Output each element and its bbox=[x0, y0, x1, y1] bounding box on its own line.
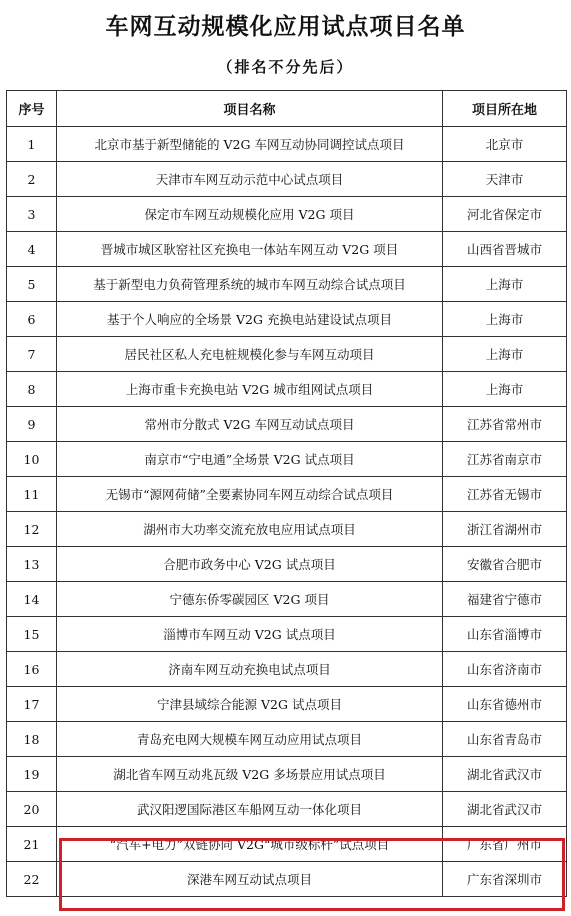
header-project-location: 项目所在地 bbox=[443, 91, 567, 127]
cell-project-name: 宁津县域综合能源 V2G 试点项目 bbox=[57, 687, 443, 722]
table-row bbox=[7, 757, 567, 792]
document-title: 车网互动规模化应用试点项目名单 bbox=[105, 14, 466, 40]
cell-serial-number: 2 bbox=[7, 162, 57, 197]
cell-project-location: 浙江省湖州市 bbox=[443, 512, 567, 547]
table-row bbox=[7, 162, 567, 197]
cell-project-name: 基于个人响应的全场景 V2G 充换电站建设试点项目 bbox=[57, 302, 443, 337]
cell-project-name: 湖州市大功率交流充放电应用试点项目 bbox=[57, 512, 443, 547]
cell-project-name: 保定市车网互动规模化应用 V2G 项目 bbox=[57, 197, 443, 232]
cell-serial-number: 7 bbox=[7, 337, 57, 372]
cell-project-name: 基于新型电力负荷管理系统的城市车网互动综合试点项目 bbox=[57, 267, 443, 302]
cell-serial-number: 11 bbox=[7, 477, 57, 512]
cell-project-name: 宁德东侨零碳园区 V2G 项目 bbox=[57, 582, 443, 617]
cell-serial-number: 13 bbox=[7, 547, 57, 582]
cell-serial-number: 14 bbox=[7, 582, 57, 617]
cell-project-name: 晋城市城区耿窑社区充换电一体站车网互动 V2G 项目 bbox=[57, 232, 443, 267]
cell-project-name: 济南车网互动充换电试点项目 bbox=[57, 652, 443, 687]
cell-serial-number: 9 bbox=[7, 407, 57, 442]
cell-project-location: 河北省保定市 bbox=[443, 197, 567, 232]
cell-project-name: “汽车+电力”双链协同 V2G“城市级标杆”试点项目 bbox=[57, 827, 443, 862]
header-serial-number: 序号 bbox=[7, 91, 57, 127]
cell-project-location: 湖北省武汉市 bbox=[443, 757, 567, 792]
cell-serial-number: 16 bbox=[7, 652, 57, 687]
cell-serial-number: 17 bbox=[7, 687, 57, 722]
cell-project-name: 无锡市“源网荷储”全要素协同车网互动综合试点项目 bbox=[57, 477, 443, 512]
cell-project-name: 青岛充电网大规模车网互动应用试点项目 bbox=[57, 722, 443, 757]
table-row bbox=[7, 372, 567, 407]
cell-project-name: 北京市基于新型储能的 V2G 车网互动协同调控试点项目 bbox=[57, 127, 443, 162]
table-row bbox=[7, 477, 567, 512]
cell-project-name: 淄博市车网互动 V2G 试点项目 bbox=[57, 617, 443, 652]
cell-serial-number: 1 bbox=[7, 127, 57, 162]
cell-project-name: 湖北省车网互动兆瓦级 V2G 多场景应用试点项目 bbox=[57, 757, 443, 792]
table-row bbox=[7, 687, 567, 722]
table-row-highlighted bbox=[7, 862, 567, 897]
cell-serial-number: 18 bbox=[7, 722, 57, 757]
cell-project-location: 山东省淄博市 bbox=[443, 617, 567, 652]
table-row bbox=[7, 652, 567, 687]
cell-project-location: 山东省济南市 bbox=[443, 652, 567, 687]
cell-serial-number: 3 bbox=[7, 197, 57, 232]
cell-project-location: 湖北省武汉市 bbox=[443, 792, 567, 827]
cell-project-location: 山西省晋城市 bbox=[443, 232, 567, 267]
table-row bbox=[7, 442, 567, 477]
table-row bbox=[7, 547, 567, 582]
table-header-row bbox=[7, 91, 567, 127]
table-row bbox=[7, 512, 567, 547]
cell-project-location: 山东省青岛市 bbox=[443, 722, 567, 757]
table-row bbox=[7, 407, 567, 442]
cell-serial-number: 8 bbox=[7, 372, 57, 407]
cell-project-location: 上海市 bbox=[443, 267, 567, 302]
table-row bbox=[7, 337, 567, 372]
cell-project-location: 山东省德州市 bbox=[443, 687, 567, 722]
table-row bbox=[7, 232, 567, 267]
cell-project-location: 安徽省合肥市 bbox=[443, 547, 567, 582]
project-list-table bbox=[6, 90, 567, 897]
cell-project-name: 深港车网互动试点项目 bbox=[57, 862, 443, 897]
cell-project-name: 居民社区私人充电桩规模化参与车网互动项目 bbox=[57, 337, 443, 372]
cell-project-name: 上海市重卡充换电站 V2G 城市组网试点项目 bbox=[57, 372, 443, 407]
cell-project-location: 广东省广州市 bbox=[443, 827, 567, 862]
cell-project-location: 江苏省常州市 bbox=[443, 407, 567, 442]
cell-project-location: 天津市 bbox=[443, 162, 567, 197]
cell-project-location: 江苏省南京市 bbox=[443, 442, 567, 477]
cell-project-name: 天津市车网互动示范中心试点项目 bbox=[57, 162, 443, 197]
cell-project-location: 江苏省无锡市 bbox=[443, 477, 567, 512]
cell-project-name: 合肥市政务中心 V2G 试点项目 bbox=[57, 547, 443, 582]
document-subtitle: （排名不分先后） bbox=[217, 58, 354, 76]
cell-serial-number: 20 bbox=[7, 792, 57, 827]
table-row bbox=[7, 722, 567, 757]
cell-project-name: 南京市“宁电通”全场景 V2G 试点项目 bbox=[57, 442, 443, 477]
cell-serial-number: 19 bbox=[7, 757, 57, 792]
cell-serial-number: 15 bbox=[7, 617, 57, 652]
cell-project-location: 北京市 bbox=[443, 127, 567, 162]
cell-serial-number: 21 bbox=[7, 827, 57, 862]
table-row bbox=[7, 302, 567, 337]
cell-serial-number: 4 bbox=[7, 232, 57, 267]
cell-serial-number: 22 bbox=[7, 862, 57, 897]
table-row bbox=[7, 127, 567, 162]
table-row bbox=[7, 617, 567, 652]
cell-serial-number: 10 bbox=[7, 442, 57, 477]
cell-project-location: 福建省宁德市 bbox=[443, 582, 567, 617]
table-row bbox=[7, 582, 567, 617]
cell-project-location: 广东省深圳市 bbox=[443, 862, 567, 897]
table-row bbox=[7, 792, 567, 827]
header-project-name: 项目名称 bbox=[57, 91, 443, 127]
cell-project-location: 上海市 bbox=[443, 302, 567, 337]
table-row-highlighted bbox=[7, 827, 567, 862]
table-row bbox=[7, 267, 567, 302]
cell-project-location: 上海市 bbox=[443, 337, 567, 372]
cell-serial-number: 6 bbox=[7, 302, 57, 337]
cell-serial-number: 12 bbox=[7, 512, 57, 547]
cell-project-location: 上海市 bbox=[443, 372, 567, 407]
cell-project-name: 武汉阳逻国际港区车船网互动一体化项目 bbox=[57, 792, 443, 827]
cell-project-name: 常州市分散式 V2G 车网互动试点项目 bbox=[57, 407, 443, 442]
cell-serial-number: 5 bbox=[7, 267, 57, 302]
table-row bbox=[7, 197, 567, 232]
